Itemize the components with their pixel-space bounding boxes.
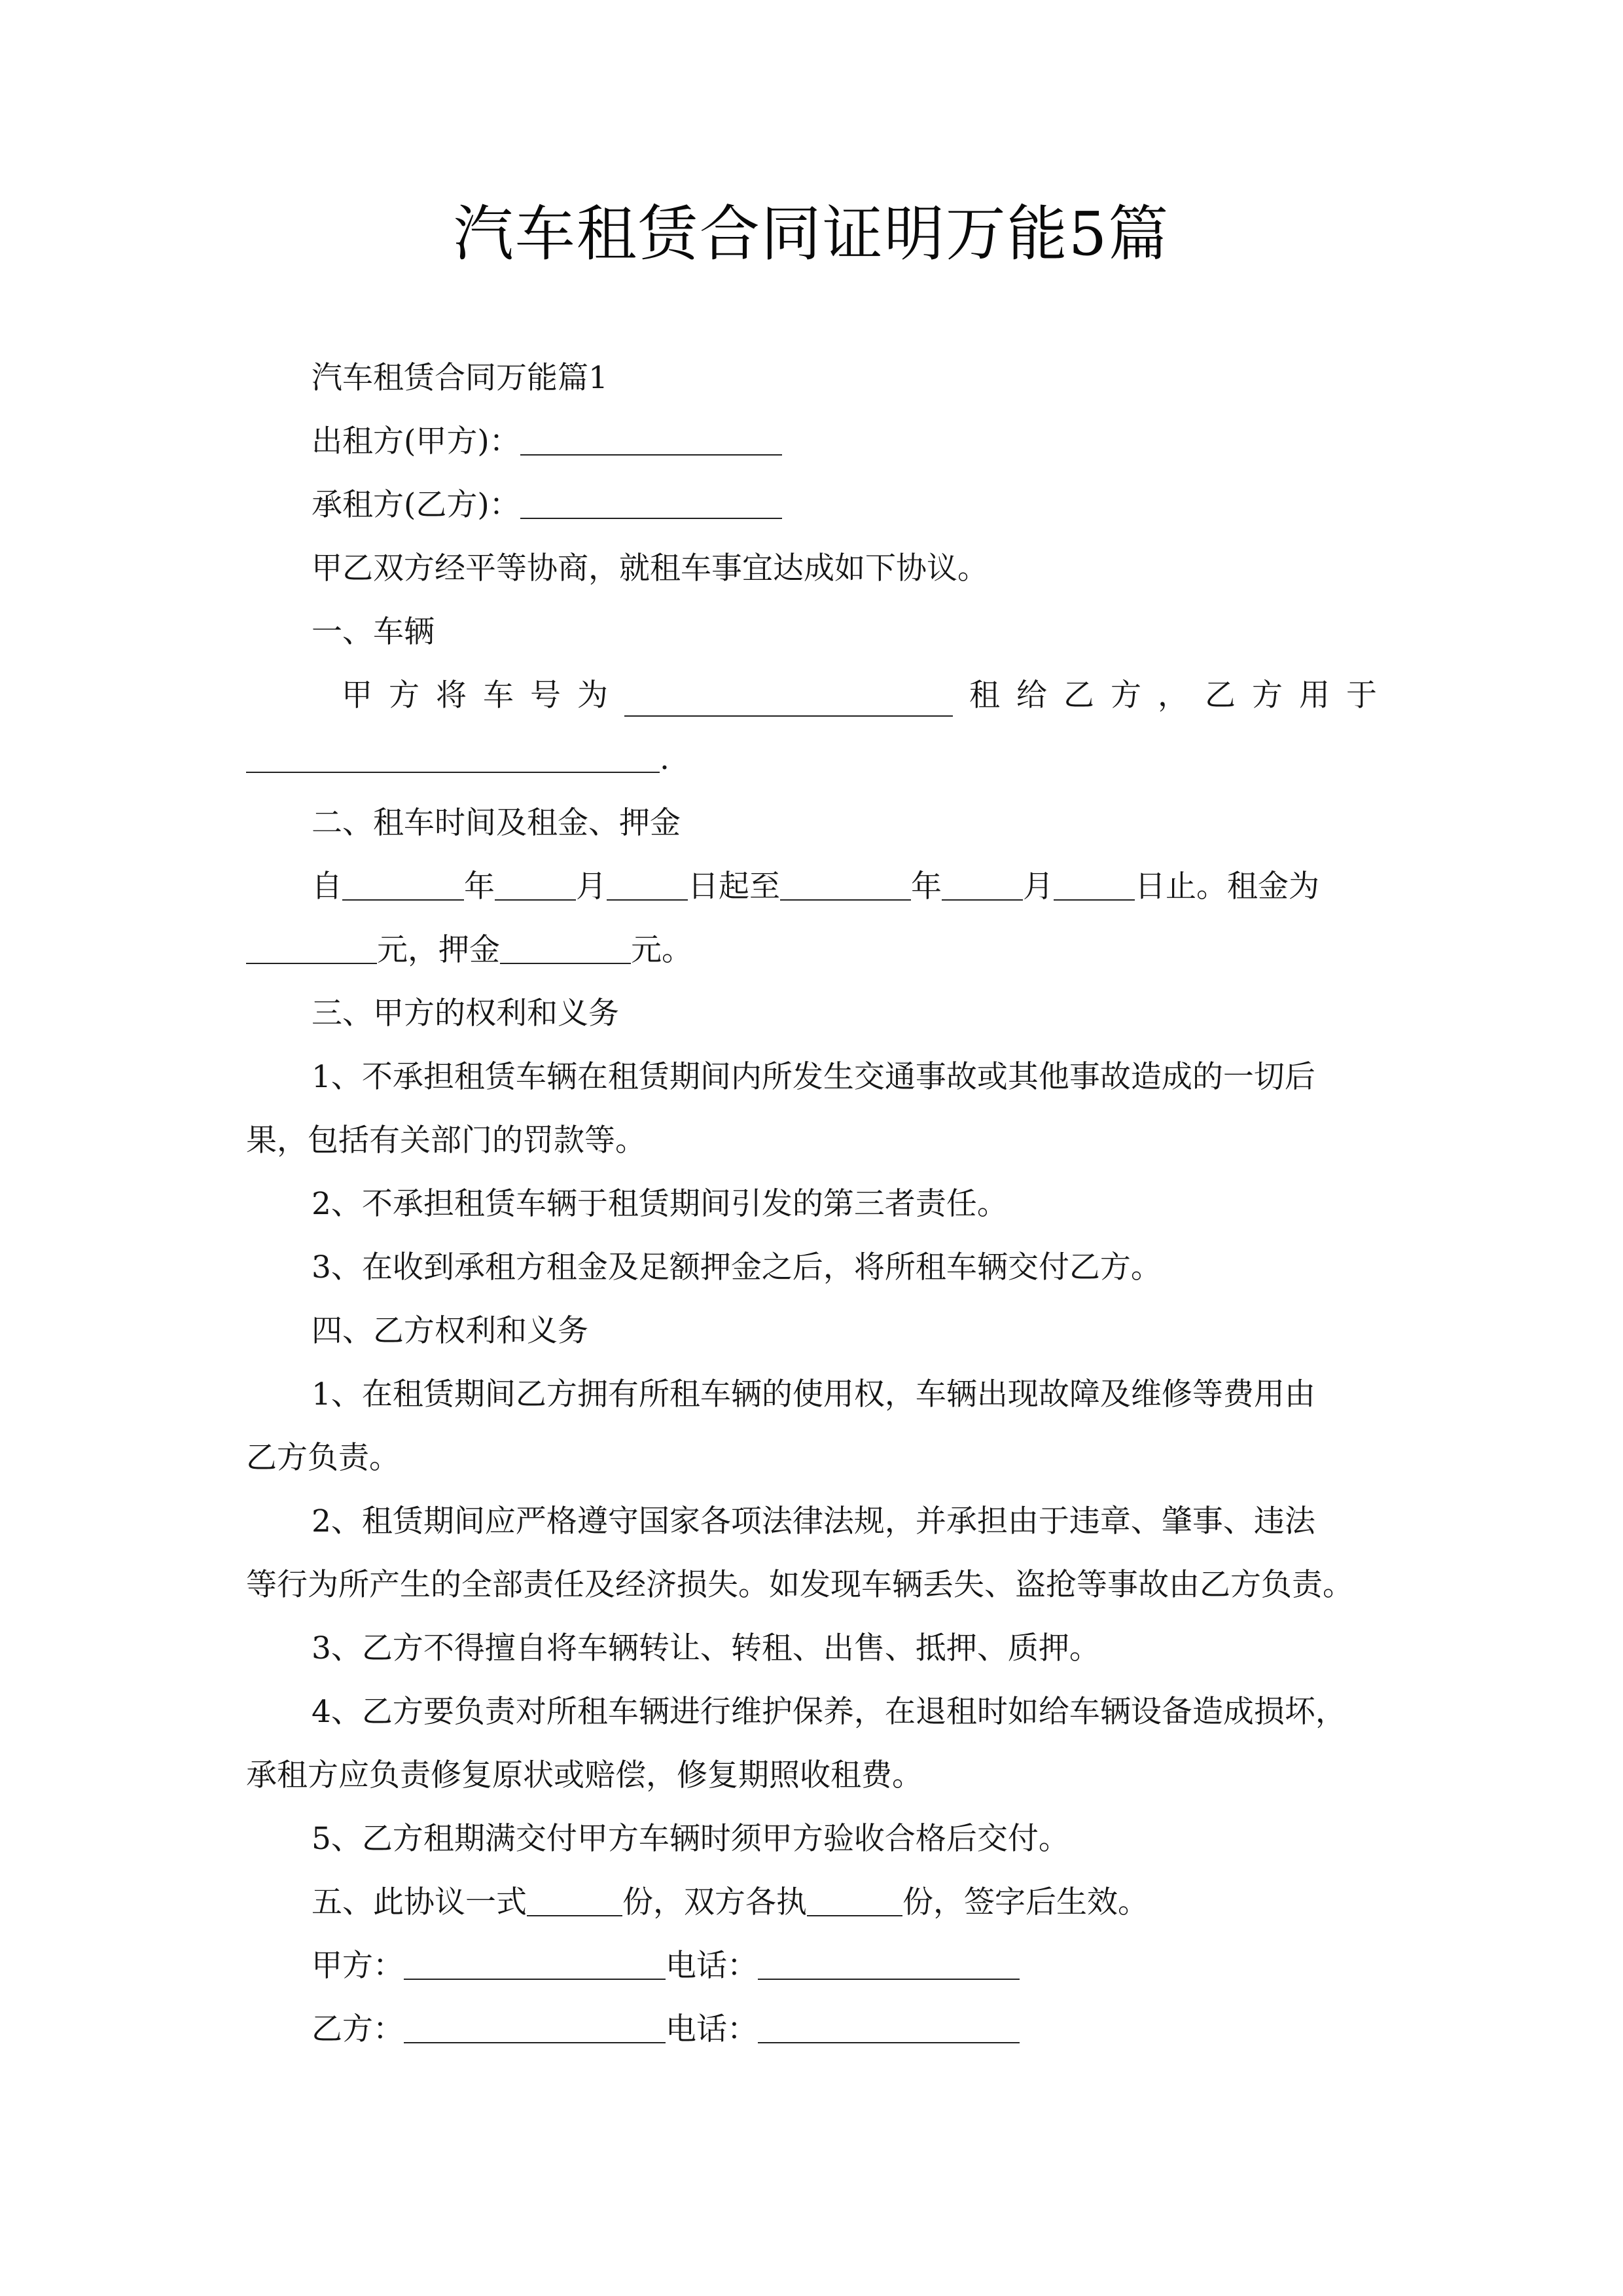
char: 号 (530, 677, 561, 713)
section-3-item-2: 2、不承担租赁车辆于租赁期间引发的第三者责任。 (312, 1186, 1008, 1222)
start-month-blank[interactable] (495, 870, 576, 901)
party-a-phone-label: 电话： (666, 1948, 758, 1984)
char: 租 (969, 677, 1000, 713)
each-party-label: 份，双方各执 (622, 1884, 807, 1920)
party-a-name-blank[interactable] (404, 1950, 666, 1980)
section-4-item-4: 4、乙方要负责对所租车辆进行维护保养，在退租时如给车辆设备造成损坏， (312, 1694, 1346, 1730)
party-b-phone-blank[interactable] (758, 2013, 1020, 2043)
section-4-item-2: 2、租赁期间应严格遵守国家各项法律法规，并承担由于违章、肇事、违法 (312, 1503, 1315, 1539)
copies-label: 五、此协议一式 (312, 1884, 527, 1920)
char: 车 (483, 677, 514, 713)
section-4-item-4-continued: 承租方应负责修复原状或赔偿，修复期照收租费。 (246, 1757, 923, 1793)
section-2-heading: 二、租车时间及租金、押金 (312, 805, 681, 841)
section-3-heading: 三、甲方的权利和义务 (312, 996, 619, 1031)
char: 乙 (1205, 677, 1236, 713)
char: ， (1158, 677, 1188, 713)
contract-subtitle: 汽车租赁合同万能篇1 (312, 360, 608, 396)
lessee-blank[interactable] (520, 489, 782, 519)
section-3-item-3: 3、在收到承租方租金及足额押金之后，将所租车辆交付乙方。 (312, 1249, 1162, 1285)
yuan-label: 元。 (631, 932, 692, 968)
lessee-label: 承租方(乙方)： (312, 487, 520, 523)
rent-label: 日止。租金为 (1135, 869, 1319, 905)
char: 用 (1299, 677, 1330, 713)
plate-number-blank[interactable] (624, 687, 953, 717)
section-1-heading: 一、车辆 (312, 614, 435, 650)
month-label: 月 (576, 869, 607, 905)
section-1-text-continued (246, 738, 1377, 780)
char: 给 (1016, 677, 1047, 713)
party-b-label: 乙方： (312, 2011, 404, 2047)
section-3-item-1-continued: 果，包括有关部门的罚款等。 (246, 1122, 646, 1158)
end-year-blank[interactable] (780, 870, 911, 901)
from-label: 自 (312, 869, 342, 905)
section-3-item-1: 1、不承担租赁车辆在租赁期间内所发生交通事故或其他事故造成的一切后 (312, 1059, 1315, 1095)
section-4-item-1-continued: 乙方负责。 (246, 1440, 400, 1476)
party-a-phone-blank[interactable] (758, 1950, 1020, 1980)
effective-label: 份，签字后生效。 (902, 1884, 1149, 1920)
usage-blank[interactable] (246, 743, 660, 773)
month-label: 月 (1023, 869, 1054, 905)
section-4-item-5: 5、乙方租期满交付甲方车辆时须甲方验收合格后交付。 (312, 1821, 1069, 1857)
copies-total-blank[interactable] (527, 1886, 622, 1916)
section-5-line (246, 1882, 1377, 1924)
year-label: 年 (464, 869, 495, 905)
lessor-label: 出租方(甲方)： (312, 423, 520, 459)
section-4-heading: 四、乙方权利和义务 (312, 1313, 588, 1349)
lessor-blank[interactable] (520, 425, 782, 456)
start-year-blank[interactable] (342, 870, 464, 901)
lessor-line (246, 421, 1377, 463)
char: 乙 (1063, 677, 1094, 713)
end-month-blank[interactable] (942, 870, 1023, 901)
start-day-blank[interactable] (607, 870, 688, 901)
section-1-text (342, 675, 1377, 717)
party-b-signature-line (246, 2009, 1377, 2051)
section-4-item-2-continued: 等行为所产生的全部责任及经济损失。如发现车辆丢失、盗抢等事故由乙方负责。 (246, 1567, 1353, 1603)
char: 方 (389, 677, 419, 713)
copies-each-blank[interactable] (807, 1886, 902, 1916)
day-from-to-label: 日起至 (688, 869, 780, 905)
rent-deposit-line (246, 929, 1377, 971)
char: 将 (436, 677, 467, 713)
party-b-phone-label: 电话： (666, 2011, 758, 2047)
section-4-item-3: 3、乙方不得擅自将车辆转让、转租、出售、抵押、质押。 (312, 1630, 1100, 1666)
char: 方 (1111, 677, 1141, 713)
party-a-signature-line (246, 1945, 1377, 1987)
end-day-blank[interactable] (1054, 870, 1135, 901)
section-4-item-1: 1、在租赁期间乙方拥有所租车辆的使用权，车辆出现故障及维修等费用由 (312, 1376, 1315, 1412)
rental-period-line (246, 866, 1377, 908)
rent-amount-blank[interactable] (246, 934, 377, 964)
party-b-name-blank[interactable] (404, 2013, 666, 2043)
char: 方 (1252, 677, 1283, 713)
char: 于 (1346, 677, 1377, 713)
party-a-label: 甲方： (312, 1948, 404, 1984)
deposit-amount-blank[interactable] (500, 934, 631, 964)
period: . (660, 741, 669, 777)
deposit-label: 元，押金 (377, 932, 500, 968)
lessee-line (246, 484, 1377, 526)
char: 甲 (342, 677, 372, 713)
char: 为 (577, 677, 608, 713)
year-label: 年 (911, 869, 942, 905)
intro-paragraph: 甲乙双方经平等协商，就租车事宜达成如下协议。 (312, 550, 988, 586)
document-title: 汽车租赁合同证明万能5篇 (453, 199, 1170, 269)
